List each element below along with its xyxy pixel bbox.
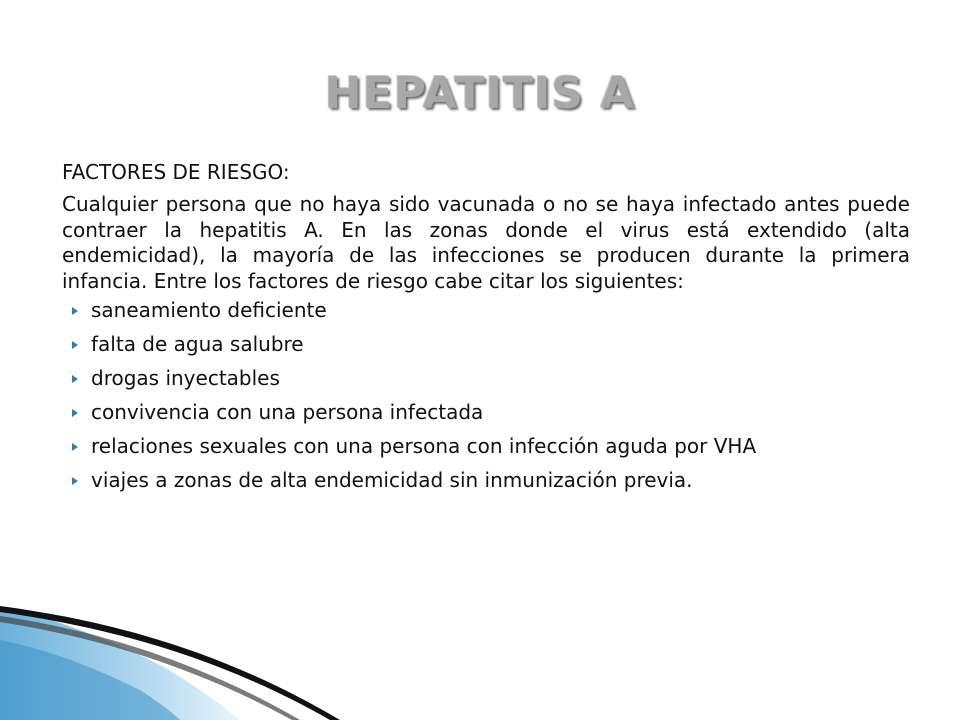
list-item-text: convivencia con una persona infectada: [91, 400, 484, 424]
triangle-bullet-icon: [72, 443, 78, 451]
triangle-bullet-icon: [72, 307, 78, 315]
list-item: [62, 400, 910, 425]
list-item: [62, 434, 910, 459]
list-item-text: relaciones sexuales con una persona con infección aguda por VHA: [91, 434, 757, 458]
slide-title: HEPATITIS A: [324, 68, 636, 119]
intro-paragraph: Cualquier persona que no haya sido vacunada o no se haya infectado antes puede contraer la hepatitis A. En las zonas donde el virus está extendido (alta endemicidad), la mayoría de las infecciones se producen durante la primera infancia. Entre los factores de riesgo cabe citar los siguientes:: [62, 192, 910, 293]
section-heading: FACTORES DE RIESGO:: [62, 160, 290, 184]
triangle-bullet-icon: [72, 477, 78, 485]
triangle-bullet-icon: [72, 409, 78, 417]
list-item-text: falta de agua salubre: [91, 332, 304, 356]
list-item: [62, 332, 910, 357]
risk-factor-list: [62, 298, 910, 493]
list-item: [62, 366, 910, 391]
list-item-text: viajes a zonas de alta endemicidad sin inmunización previa.: [91, 468, 693, 492]
list-item-text: saneamiento deficiente: [91, 298, 327, 322]
triangle-bullet-icon: [72, 341, 78, 349]
list-item: [62, 298, 910, 323]
list-item: [62, 468, 910, 493]
triangle-bullet-icon: [72, 375, 78, 383]
slide-content: [62, 158, 910, 502]
list-item-text: drogas inyectables: [91, 366, 280, 390]
